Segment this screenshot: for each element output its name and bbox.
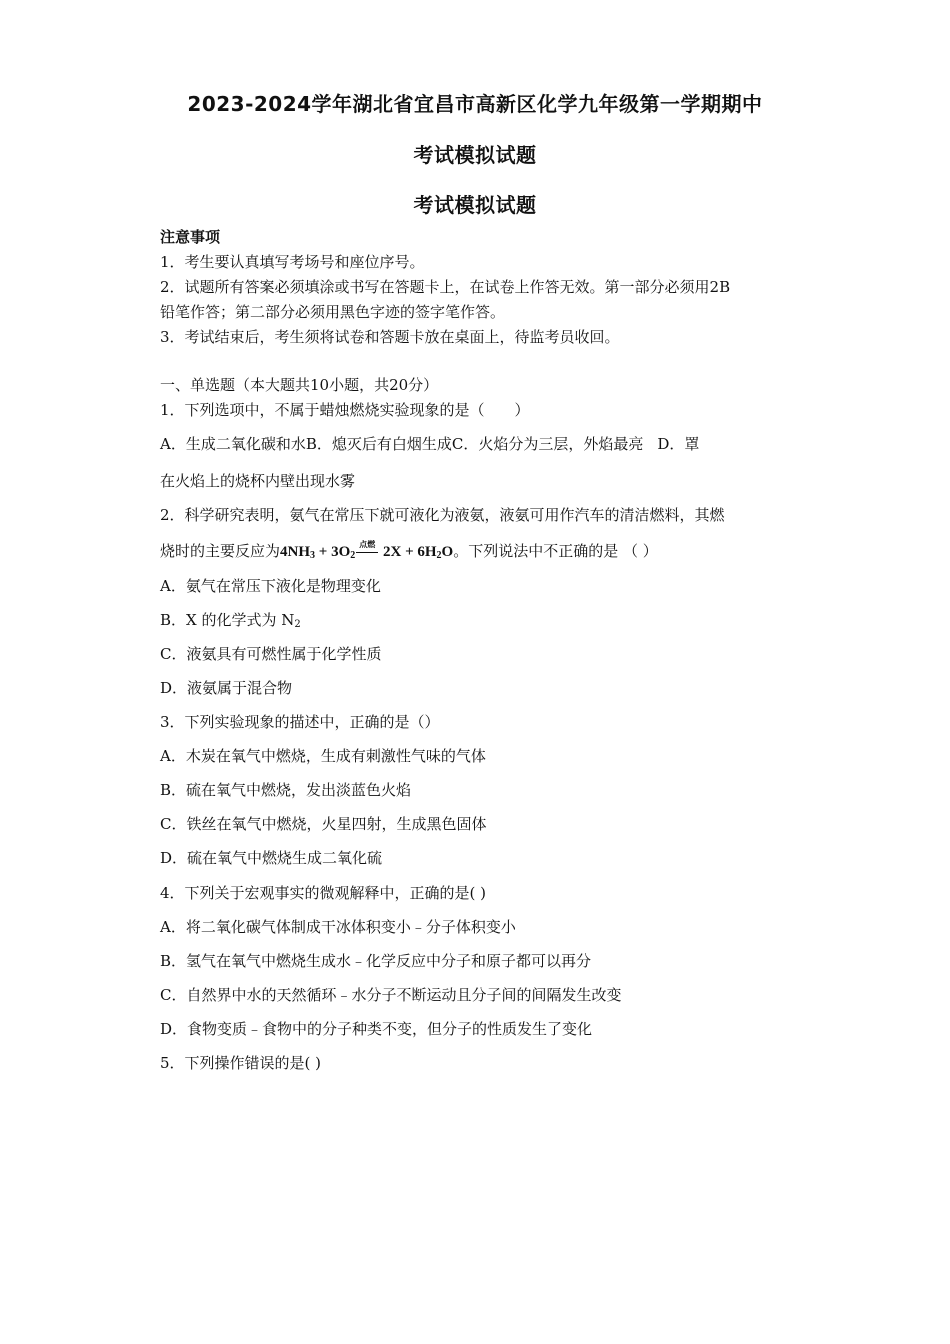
q1-option-a: A．生成二氧化碳和水: [160, 435, 306, 453]
q3-option-b: B．硫在氧气中燃烧，发出淡蓝色火焰: [160, 781, 412, 799]
q2-option-a: A．氨气在常压下液化是物理变化: [160, 577, 381, 595]
q4-option-b: B．氢气在氧气中燃烧生成水﹣化学反应中分子和原子都可以再分: [160, 952, 592, 970]
q3-option-c: C．铁丝在氧气中燃烧，火星四射，生成黑色固体: [160, 815, 487, 833]
q4-option-c: C．自然界中水的天然循环﹣水分子不断运动且分子间的间隔发生改变: [160, 986, 622, 1004]
q4-option-a: A．将二氧化碳气体制成干冰体积变小﹣分子体积变小: [160, 918, 516, 936]
q5-stem: 5．下列操作错误的是( ): [160, 1054, 322, 1072]
notice-heading: 注意事项: [160, 228, 221, 246]
exam-title-line3: 考试模拟试题: [413, 193, 537, 217]
q2-option-d: D．液氨属于混合物: [160, 679, 293, 697]
q1-stem: 1．下列选项中，不属于蜡烛燃烧实验现象的是（ ）: [160, 401, 530, 419]
q1-option-b: B．熄灭后有白烟生成: [305, 435, 452, 453]
notice-item-1: 1．考生要认真填写考场号和座位序号。: [160, 253, 425, 271]
q2-equation: $4NH_3 + 3O_2$ 点燃 $2X + 6H_2O$: [280, 539, 454, 561]
q2-stem-prefix: 烧时的主要反应为: [160, 542, 281, 560]
notice-item-3: 3．考试结束后，考生须将试卷和答题卡放在桌面上，待监考员收回。: [160, 328, 620, 346]
q1-option-c: C．火焰分为三层，外焰最亮: [451, 435, 644, 453]
q3-option-d: D．硫在氧气中燃烧生成二氧化硫: [160, 849, 383, 867]
q4-option-d: D．食物变质﹣食物中的分子种类不变，但分子的性质发生了变化: [160, 1020, 593, 1038]
q2-option-b: B．X 的化学式为 $N_2$: [160, 611, 301, 630]
q1-options-row: [160, 434, 800, 454]
q2-stem-line1: 2．科学研究表明，氨气在常压下就可液化为液氨，液氨可用作汽车的清洁燃料，其燃: [160, 506, 725, 524]
section-heading: 一、单选题（本大题共10小题，共20分）: [160, 376, 439, 394]
exam-title-line2: 考试模拟试题: [413, 143, 537, 167]
q2-option-c: C．液氨具有可燃性属于化学性质: [160, 645, 382, 663]
q1-option-d: D．罩: [657, 435, 700, 453]
notice-item-2-cont: 铅笔作答；第二部分必须用黑色字迹的签字笔作答。: [160, 303, 506, 321]
q3-stem: 3．下列实验现象的描述中，正确的是（）: [160, 713, 440, 731]
q1-option-d-cont: 在火焰上的烧杯内壁出现水雾: [160, 472, 356, 490]
reaction-condition-arrow: 点燃: [355, 546, 379, 560]
q2-stem-line2: [160, 541, 800, 566]
q3-option-a: A．木炭在氧气中燃烧，生成有刺激性气味的气体: [160, 747, 486, 765]
exam-title-line1: 2023-2024学年湖北省宜昌市高新区化学九年级第一学期期中: [187, 92, 763, 116]
q4-stem: 4．下列关于宏观事实的微观解释中，正确的是( ): [160, 884, 487, 902]
q2-stem-suffix: 。下列说法中不正确的是 （ ）: [453, 542, 658, 560]
notice-item-2: 2．试题所有答案必须填涂或书写在答题卡上，在试卷上作答无效。第一部分必须用2B: [160, 278, 731, 296]
